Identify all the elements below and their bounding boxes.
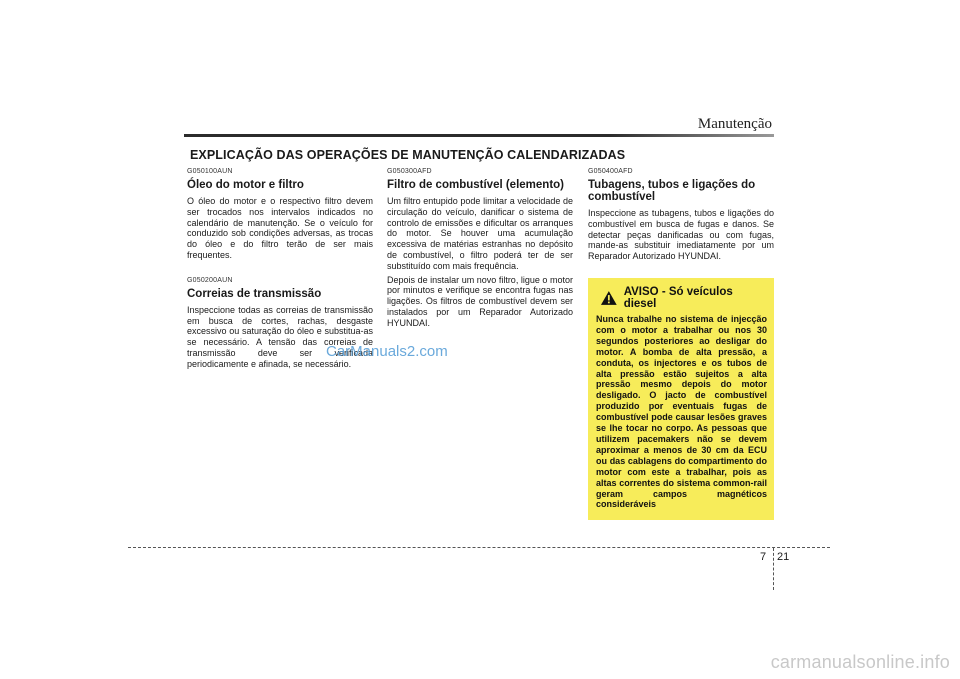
paragraph-fuel-filter-install: Depois de instalar um novo filtro, ligue o motor por minutos e verifique se encontra fugas nas ligações. Os filtros de combustível devem ser instalados por um Reparador Autorizado HYUNDAI. (387, 274, 573, 328)
section-code: G050400AFD (588, 168, 633, 175)
warning-triangle-icon (600, 290, 618, 306)
header-rule (184, 134, 774, 137)
chapter-number: 7 (760, 551, 767, 563)
subheading-fuel-lines: Tubagens, tubos e ligações do combustível (588, 179, 756, 203)
watermark-overlay: CarManuals2.com (326, 343, 448, 360)
section-title: EXPLICAÇÃO DAS OPERAÇÕES DE MANUTENÇÃO CALENDARIZADAS (190, 148, 626, 162)
page-number-divider (773, 548, 774, 590)
paragraph-drive-belts: Inspeccione todas as correias de transmissão em busca de cortes, rachas, desgaste excessivo ou saturação do óleo e substitua-as se necessário. A tensão das correias de transmissão deve ser verificada periodicamente e afinada, se necessário. (187, 304, 373, 369)
page-number: 21 (777, 551, 790, 563)
section-code: G050200AUN (187, 276, 233, 284)
warning-box (588, 278, 774, 520)
subheading-drive-belts: Correias de transmissão (187, 287, 322, 300)
running-header-title: Manutenção (697, 116, 772, 132)
section-code: G050100AUN (187, 168, 233, 175)
paragraph-fuel-filter: Um filtro entupido pode limitar a velocidade de circulação do veículo, danificar o sistema de controlo de emissões e dificultar os arranques do motor. Se houver uma acumulação excessiva de matérias estranhas no depósito de combustível, o filtro poderá ter de ser substituído com mais frequência. (387, 196, 573, 271)
column-3 (588, 168, 774, 262)
warning-header (588, 278, 774, 314)
subheading-engine-oil: Óleo do motor e filtro (187, 179, 304, 191)
section-code: G050300AFD (387, 168, 432, 175)
subheading-fuel-filter: Filtro de combustível (elemento) (387, 179, 564, 191)
warning-text: Nunca trabalhe no sistema de injecção com o motor a trabalhar ou nos 30 segundos posteriores ao desligar do motor. A bomba de alta pressão, a conduta, os injectores e os tubos de alta pressão estão sujeitos a alta pressão mesmo depois do motor desligado. O jacto de combustível produzido por eventuais fugas de combustível pode causar lesões graves se lhe tocar no corpo. As pessoas que utilizem pacemakers não se devem aproximar a menos de 30 cm da ECU ou das cablagens do compartimento do motor com este a trabalhar, pois as altas correntes do sistema common-rail geram campos magnéticos consideráveis (596, 314, 767, 510)
column-2 (387, 168, 573, 329)
column-1 (187, 168, 373, 370)
paragraph-fuel-lines: Inspeccione as tubagens, tubos e ligações do combustível em busca de fugas e danos. Se detectar peças danificadas ou com fugas, mande-as substituir imediatamente por um Reparador Autorizado HYUNDAI. (588, 208, 774, 262)
paragraph-engine-oil: O óleo do motor e o respectivo filtro devem ser trocados nos intervalos indicados no calendário de manutenção. Se o veículo for conduzido sob condições adversas, as trocas do óleo e do filtro terão de ser mais frequentes. (187, 196, 373, 260)
site-watermark: carmanualsonline.info (770, 652, 950, 672)
warning-title: AVISO - Só veículos diesel (623, 286, 733, 310)
footer-rule (128, 547, 830, 548)
